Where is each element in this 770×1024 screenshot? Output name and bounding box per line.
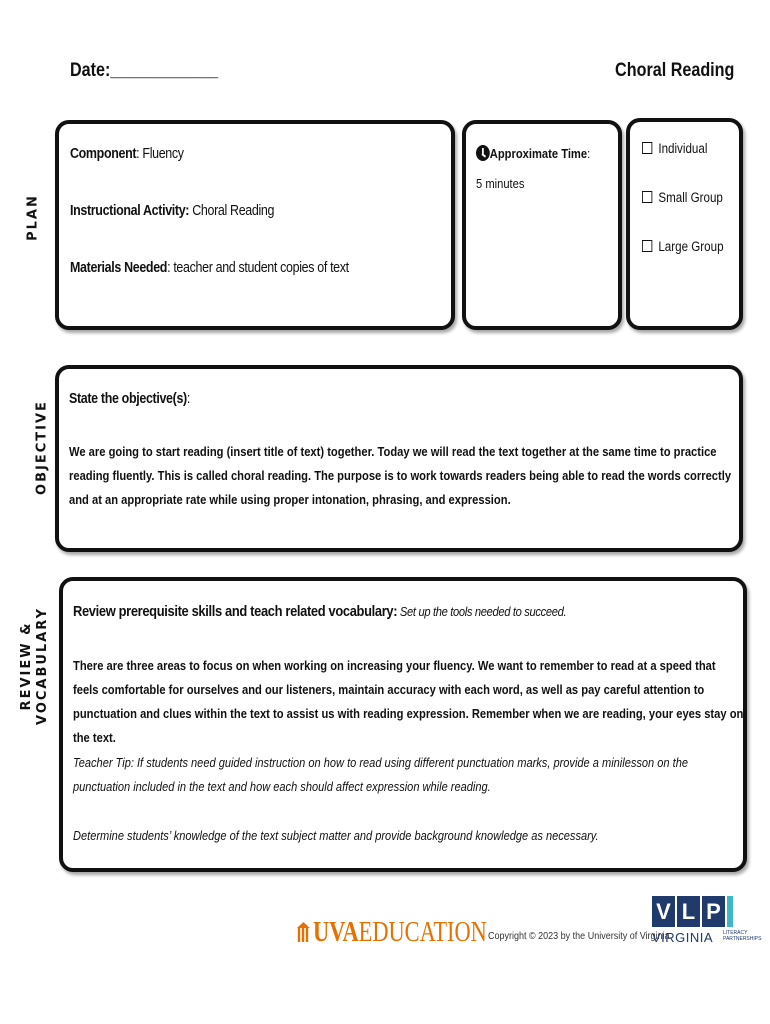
grouping-option-individual[interactable] (642, 141, 707, 156)
objective-heading (69, 391, 190, 407)
grouping-option-label: Small Group (658, 190, 723, 205)
time-colon: : (587, 146, 591, 161)
plan-box (55, 120, 455, 330)
objective-text: We are going to start reading (insert title of text) together. Today we will read the text together at the same time to practice reading fluently. This is called choral reading. The purpose is to work towards readers being able to read the words correctly and at an appropriate rate while using proper intonation, phrasing, and expression. (69, 444, 732, 507)
page-title: Choral Reading (614, 60, 734, 81)
component-value: : Fluency (136, 146, 184, 162)
checkbox-icon[interactable] (642, 142, 652, 154)
vlp-letter-v: V (652, 896, 675, 927)
activity-label: Instructional Activity: (70, 203, 190, 219)
objective-heading-text: State the objective(s) (69, 391, 187, 407)
materials-row (70, 260, 349, 276)
vlp-letter-l: L (677, 896, 700, 927)
vlp-logo (652, 896, 762, 948)
review-side-label-line1: REVIEW & (19, 621, 34, 711)
review-heading-text: Review prerequisite skills and teach related vocabulary: (73, 603, 398, 620)
education-logo-text: EDUCATION (358, 917, 487, 948)
time-value: 5 minutes (476, 176, 525, 191)
objective-heading-colon: : (186, 391, 190, 407)
materials-label: Materials Needed (70, 260, 168, 276)
grouping-option-large-group[interactable] (642, 239, 724, 254)
review-side-label (19, 606, 51, 726)
grouping-option-label: Large Group (658, 239, 724, 254)
review-side-label-line2: VOCABULARY (35, 607, 50, 726)
date-field-label: Date:____________ (70, 60, 219, 81)
grouping-box (626, 118, 743, 330)
component-label: Component (70, 146, 137, 162)
review-heading (73, 603, 566, 620)
review-text: There are three areas to focus on when working on increasing your fluency. We want to remember to read at a speed that feels comfortable for ourselves and our listeners, maintain accuracy with each word, as well as pay careful attention to punctuation and clues within the text to assist us with reading expression. Remember when we are reading, your eyes stay on the text. (73, 658, 744, 745)
uva-logo-text: UVA (313, 917, 359, 948)
uva-education-logo (297, 917, 487, 949)
time-label: Approximate Time (489, 146, 588, 161)
activity-row (70, 203, 274, 219)
materials-value: : teacher and student copies of text (167, 260, 349, 276)
grouping-option-label: Individual (658, 141, 708, 156)
clock-icon (476, 145, 490, 161)
objective-side-label: OBJECTIVE (34, 400, 50, 495)
vlp-partnerships-text: LITERACY PARTNERSHIPS (723, 930, 762, 942)
time-box (462, 120, 622, 330)
review-box (59, 577, 747, 872)
rotunda-icon (297, 922, 310, 942)
vlp-letter-p: P (702, 896, 725, 927)
review-heading-note: Set up the tools needed to succeed. (397, 604, 567, 619)
checkbox-icon[interactable] (642, 191, 652, 203)
checkbox-icon[interactable] (642, 240, 652, 252)
vlp-accent-icon (727, 896, 733, 927)
time-row (476, 145, 590, 161)
component-row (70, 146, 184, 162)
activity-value: Choral Reading (189, 203, 275, 219)
objective-box (55, 365, 743, 552)
background-knowledge-note: Determine students’ knowledge of the text subject matter and provide background knowledge as necessary. (73, 828, 599, 843)
teacher-tip: Teacher Tip: If students need guided instruction on how to read using different punctuation marks, provide a minilesson on the punctuation included in the text and how each should affect expression while reading. (73, 755, 688, 794)
vlp-virginia-text: VIRGINIA (652, 930, 714, 945)
plan-side-label: PLAN (25, 194, 41, 241)
copyright-text: Copyright © 2023 by the University of Virginia (488, 931, 670, 942)
grouping-option-small-group[interactable] (642, 190, 723, 205)
